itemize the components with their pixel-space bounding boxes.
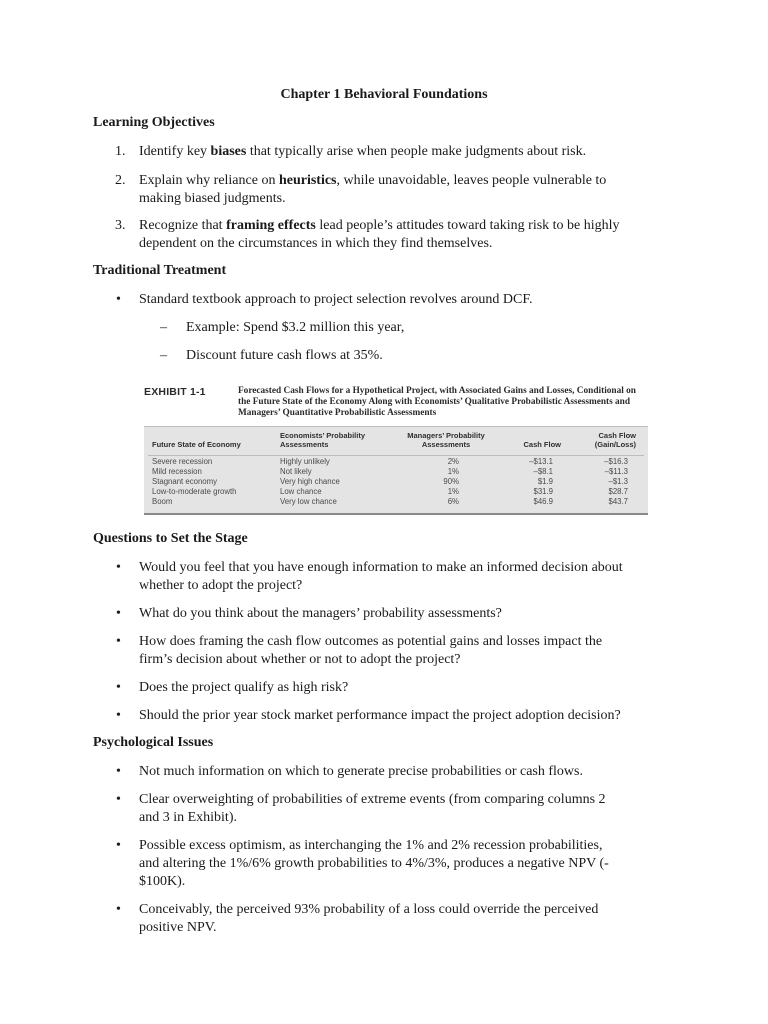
- objective-item: Recognize that framing effects lead people’s attitudes toward taking risk to be highly dependent on the circumstances in which they find themselves.: [139, 218, 620, 251]
- page-title: Chapter 1 Behavioral Foundations: [280, 87, 488, 102]
- table-cell: $46.9: [533, 497, 553, 506]
- table-cell: Boom: [152, 497, 173, 506]
- column-header-managers: Managers’ Probability Assessments: [407, 431, 485, 449]
- bullet-icon: •: [116, 708, 121, 723]
- column-header-gain-loss: Cash Flow (Gain/Loss): [594, 431, 636, 449]
- dash-icon: –: [160, 320, 167, 335]
- questions-heading: Questions to Set the Stage: [93, 531, 248, 546]
- bullet-icon: •: [116, 292, 121, 307]
- dash-icon: –: [160, 348, 167, 363]
- bullet-icon: •: [116, 606, 121, 621]
- table-cell: Highly unlikely: [280, 457, 330, 466]
- table-cell: $1.9: [537, 477, 553, 486]
- learning-objectives-heading: Learning Objectives: [93, 115, 215, 130]
- objective-item: Identify key biases that typically arise when people make judgments about risk.: [139, 144, 587, 159]
- psychological-issues-heading: Psychological Issues: [93, 735, 214, 750]
- column-header-state: Future State of Economy: [152, 440, 241, 449]
- exhibit-title: Forecasted Cash Flows for a Hypothetical Project, with Associated Gains and Losses, Conditional on the Future State of the Economy Along with Economists’ Qualitative Probabilistic Assessments and Managers’ Quantitative Probabilistic Assessments: [238, 386, 636, 418]
- table-cell: 6%: [447, 497, 459, 506]
- table-cell: Low-to-moderate growth: [152, 487, 237, 496]
- list-item: How does framing the cash flow outcomes as potential gains and losses impact the firm’s decision about whether or not to adopt the project?: [139, 634, 603, 667]
- table-cell: Mild recession: [152, 467, 202, 476]
- table-cell: –$1.3: [608, 477, 628, 486]
- table-cell: $28.7: [608, 487, 628, 496]
- table-cell: Very low chance: [280, 497, 337, 506]
- bullet-icon: •: [116, 902, 121, 917]
- table-cell: Low chance: [280, 487, 322, 496]
- table-cell: –$16.3: [604, 457, 628, 466]
- list-item: Clear overweighting of probabilities of extreme events (from comparing columns 2 and 3 in Exhibit).: [139, 792, 606, 825]
- list-item: Standard textbook approach to project selection revolves around DCF.: [139, 292, 533, 307]
- exhibit-label: EXHIBIT 1-1: [144, 386, 206, 398]
- table-cell: 1%: [447, 487, 459, 496]
- bullet-icon: •: [116, 792, 121, 807]
- bullet-icon: •: [116, 764, 121, 779]
- traditional-treatment-heading: Traditional Treatment: [93, 263, 227, 278]
- list-item: What do you think about the managers’ probability assessments?: [139, 606, 502, 621]
- objective-number: 3.: [115, 218, 126, 233]
- bullet-icon: •: [116, 680, 121, 695]
- table-cell: –$11.3: [604, 467, 628, 476]
- objective-number: 2.: [115, 173, 126, 188]
- list-item: Does the project qualify as high risk?: [139, 680, 349, 695]
- table-cell: 90%: [443, 477, 459, 486]
- table-cell: 1%: [447, 467, 459, 476]
- table-divider: [148, 455, 644, 456]
- exhibit-table: [144, 426, 648, 515]
- table-cell: –$13.1: [529, 457, 553, 466]
- sub-list-item: Example: Spend $3.2 million this year,: [186, 320, 405, 335]
- table-cell: Not likely: [280, 467, 312, 476]
- column-header-economists: Economists’ Probability Assessments: [280, 431, 366, 449]
- objective-number: 1.: [115, 144, 126, 159]
- sub-list-item: Discount future cash flows at 35%.: [186, 348, 383, 363]
- bullet-icon: •: [116, 634, 121, 649]
- list-item: Should the prior year stock market performance impact the project adoption decision?: [139, 708, 621, 723]
- table-cell: –$8.1: [533, 467, 553, 476]
- table-cell: Very high chance: [280, 477, 340, 486]
- list-item: Possible excess optimism, as interchanging the 1% and 2% recession probabilities, and altering the 1%/6% growth probabilities to 4%/3%, produces a negative NPV (- $100K).: [139, 838, 609, 889]
- list-item: Not much information on which to generate precise probabilities or cash flows.: [139, 764, 583, 779]
- column-header-cash-flow: Cash Flow: [523, 440, 561, 449]
- list-item: Conceivably, the perceived 93% probability of a loss could override the perceived positive NPV.: [139, 902, 599, 935]
- table-cell: $31.9: [533, 487, 553, 496]
- table-cell: Severe recession: [152, 457, 213, 466]
- bullet-icon: •: [116, 838, 121, 853]
- objective-item: Explain why reliance on heuristics, while unavoidable, leaves people vulnerable to making biased judgments.: [139, 173, 607, 206]
- table-cell: Stagnant economy: [152, 477, 218, 486]
- exhibit-1-1: [142, 381, 648, 515]
- table-cell: $43.7: [608, 497, 628, 506]
- table-cell: 2%: [447, 457, 459, 466]
- list-item: Would you feel that you have enough information to make an informed decision about whether to adopt the project?: [139, 560, 623, 593]
- bullet-icon: •: [116, 560, 121, 575]
